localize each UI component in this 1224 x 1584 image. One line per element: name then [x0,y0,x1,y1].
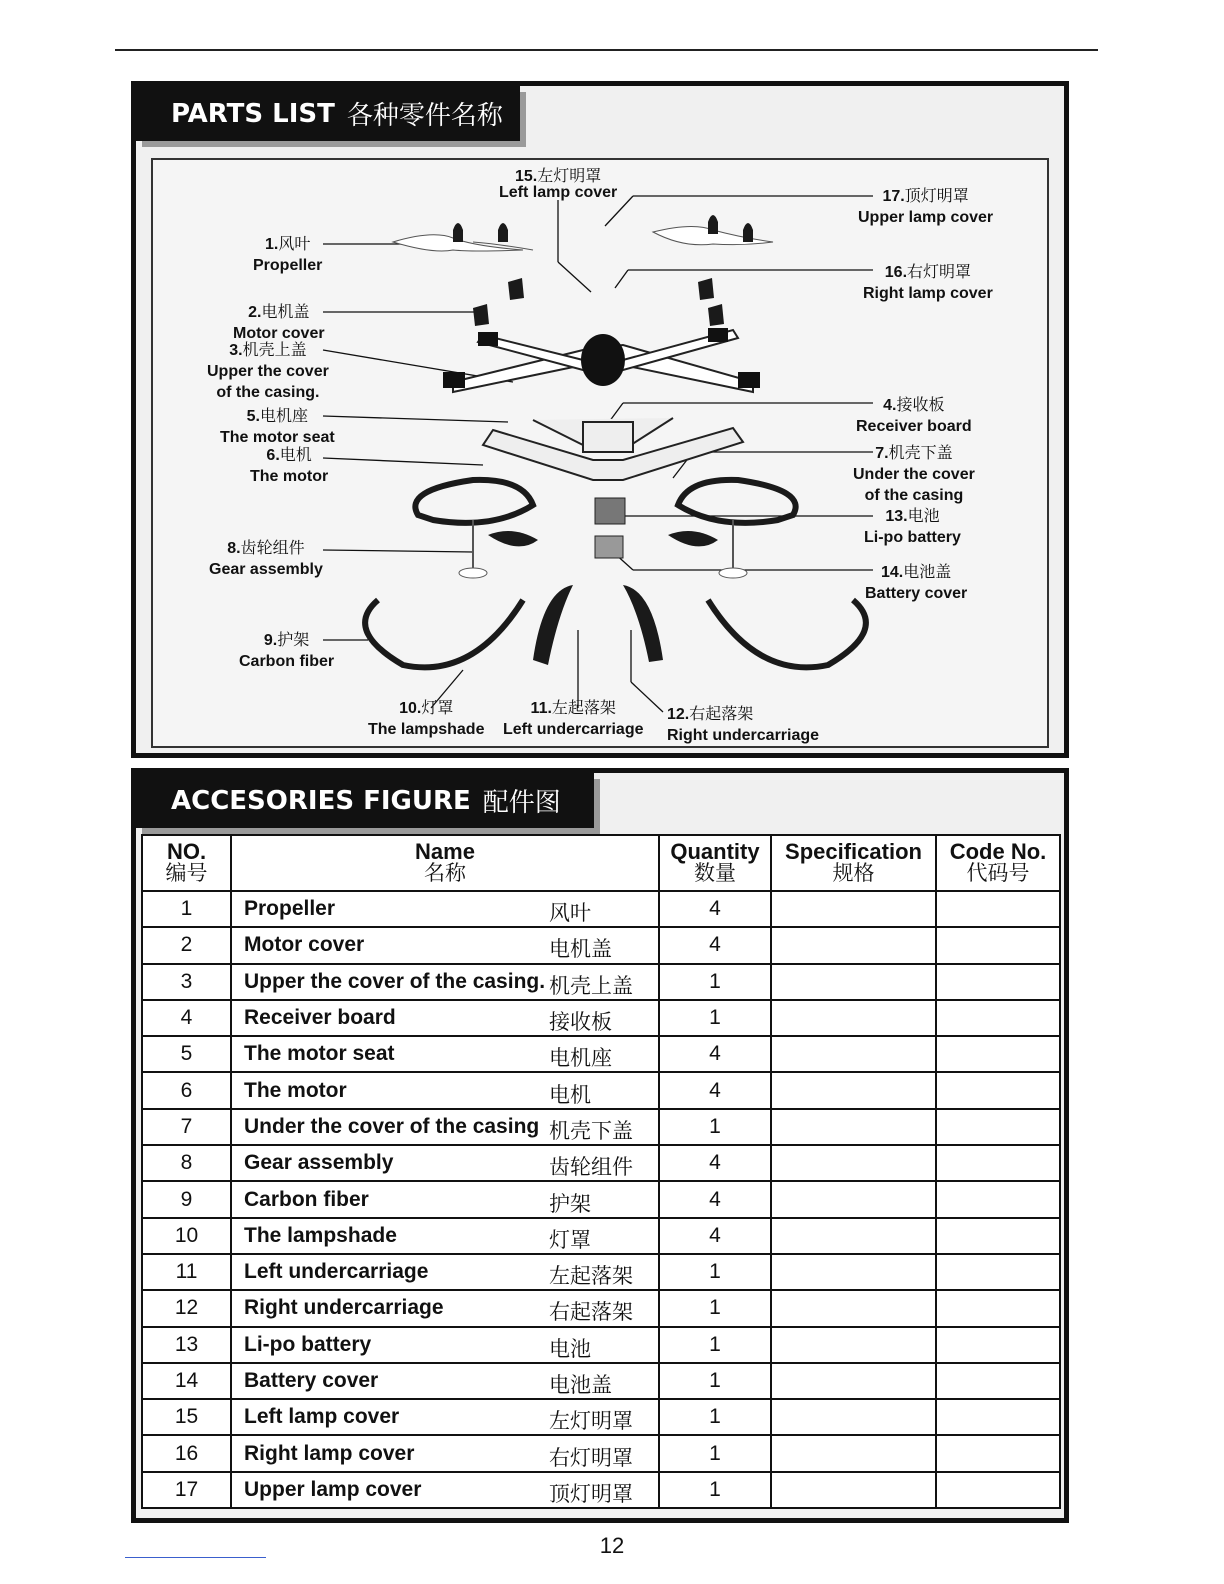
label-lower-casing: 7.机壳下盖 Under the cover of the casing [853,445,975,504]
cell-no: 5 [142,1036,231,1072]
cell-quantity: 4 [659,1218,771,1254]
cell-quantity: 4 [659,891,771,927]
table-row [142,927,1060,963]
cell-code-no [936,1327,1060,1363]
cell-code-no [936,1472,1060,1508]
page-number: 12 [599,1533,625,1558]
cell-name [231,964,659,1000]
cell-no: 12 [142,1290,231,1326]
label-carbon-fiber: 9.护架 Carbon fiber [239,632,335,670]
cell-name-cn: 电机盖 [549,938,612,962]
cell-no: 11 [142,1254,231,1290]
header-quantity: Quantity 数量 [659,835,771,891]
cell-specification [771,1000,936,1036]
cell-code-no [936,1181,1060,1217]
cell-quantity: 4 [659,927,771,963]
table-row [142,1000,1060,1036]
cell-specification [771,964,936,1000]
table-row [142,1181,1060,1217]
cell-name [231,891,659,927]
cell-name-en: Upper the cover of the casing. [244,969,546,993]
cell-name-en: Motor cover [244,933,365,957]
label-receiver-board: 4.接收板 Receiver board [856,397,972,435]
accessories-title: ACCESORIES FIGURE 配件图 [136,773,594,828]
cell-name-cn: 左灯明罩 [549,1410,633,1434]
cell-quantity: 1 [659,1363,771,1399]
cell-name-cn: 齿轮组件 [549,1156,633,1180]
cell-name-cn: 接收板 [549,1011,612,1035]
table-row [142,1290,1060,1326]
cell-name-cn: 护架 [549,1192,591,1216]
cell-code-no [936,1036,1060,1072]
cell-quantity: 1 [659,1000,771,1036]
cell-specification [771,1472,936,1508]
cell-name-cn: 电机座 [549,1047,612,1071]
cell-no: 4 [142,1000,231,1036]
cell-no: 9 [142,1181,231,1217]
cell-specification [771,1109,936,1145]
footer-link-underline [125,1557,266,1558]
cell-specification [771,891,936,927]
cell-specification [771,1363,936,1399]
cell-quantity: 1 [659,1254,771,1290]
cell-name-en: Li-po battery [244,1332,372,1356]
cell-quantity: 4 [659,1145,771,1181]
label-motor: 6.电机 The motor [250,447,329,485]
cell-name-cn: 机壳下盖 [549,1119,633,1143]
label-left-lamp-cover: 15.左灯明罩 Left lamp cover [499,168,618,201]
cell-specification [771,1435,936,1471]
cell-specification [771,1399,936,1435]
cell-quantity: 4 [659,1036,771,1072]
table-header-row [142,835,1060,891]
parts-list-title: PARTS LIST 各种零件名称 [136,86,520,141]
cell-specification [771,1181,936,1217]
table-row [142,1363,1060,1399]
cell-name-cn: 电池 [549,1337,591,1361]
label-gear-assembly: 8.齿轮组件 Gear assembly [209,540,323,578]
cell-name [231,1218,659,1254]
header-rule [115,49,1098,51]
cell-code-no [936,891,1060,927]
cell-specification [771,1290,936,1326]
table-row [142,1072,1060,1108]
exploded-diagram [151,158,1049,748]
cell-name-en: Propeller [244,897,336,921]
cell-name-en: Receiver board [244,1006,396,1030]
cell-name [231,1036,659,1072]
cell-name [231,1000,659,1036]
label-lipo-battery: 13.电池 Li-po battery [864,508,961,546]
cell-no: 14 [142,1363,231,1399]
cell-name [231,927,659,963]
cell-no: 7 [142,1109,231,1145]
cell-name-cn: 电池盖 [549,1374,612,1397]
label-motor-seat: 5.电机座 The motor seat [220,408,335,446]
label-battery-cover: 14.电池盖 Battery cover [865,564,968,602]
cell-name [231,1109,659,1145]
cell-no: 16 [142,1435,231,1471]
cell-code-no [936,1435,1060,1471]
label-upper-lamp-cover: 17.顶灯明罩 Upper lamp cover [858,188,994,226]
cell-name [231,1399,659,1435]
cell-name-en: Left lamp cover [244,1405,400,1429]
cell-name-en: The motor [244,1078,347,1102]
cell-name [231,1145,659,1181]
cell-name [231,1290,659,1326]
cell-name [231,1435,659,1471]
header-code-no: Code No. 代码号 [936,835,1060,891]
table-row [142,1435,1060,1471]
label-upper-casing: 3.机壳上盖 Upper the cover of the casing. [207,342,329,401]
label-right-undercarriage: 12.右起落架 Right undercarriage [667,706,820,744]
cell-name [231,1472,659,1508]
cell-quantity: 1 [659,1472,771,1508]
label-motor-cover: 2.电机盖 Motor cover [233,304,325,342]
table-row [142,1145,1060,1181]
cell-name [231,1254,659,1290]
cell-quantity: 4 [659,1181,771,1217]
parts-list-panel [131,81,1069,758]
cell-no: 3 [142,964,231,1000]
cell-name-en: Carbon fiber [244,1187,369,1211]
cell-code-no [936,1399,1060,1435]
cell-code-no [936,1000,1060,1036]
cell-name-cn: 右起落架 [549,1301,633,1325]
cell-name-en: Left undercarriage [244,1260,429,1284]
cell-code-no [936,1363,1060,1399]
cell-specification [771,927,936,963]
cell-name-en: Under the cover of the casing [244,1114,540,1138]
cell-name [231,1327,659,1363]
cell-name-cn: 左起落架 [549,1265,633,1289]
cell-name-en: The lampshade [244,1223,397,1247]
cell-quantity: 1 [659,1327,771,1363]
table-row [142,1472,1060,1508]
cell-name-cn: 顶灯明罩 [549,1482,633,1506]
cell-name-en: Upper lamp cover [244,1477,422,1501]
cell-no: 13 [142,1327,231,1363]
cell-name-cn: 右灯明罩 [549,1446,633,1470]
cell-specification [771,1072,936,1108]
cell-code-no [936,1072,1060,1108]
cell-name [231,1072,659,1108]
cell-no: 17 [142,1472,231,1508]
label-right-lamp-cover: 16.右灯明罩 Right lamp cover [863,264,993,302]
cell-code-no [936,964,1060,1000]
table-row [142,1218,1060,1254]
cell-quantity: 4 [659,1072,771,1108]
table-row [142,964,1060,1000]
table-row [142,1109,1060,1145]
cell-quantity: 1 [659,1109,771,1145]
cell-no: 15 [142,1399,231,1435]
cell-specification [771,1036,936,1072]
header-specification: Specification 规格 [771,835,936,891]
cell-name-en: Battery cover [244,1369,379,1392]
cell-name [231,1181,659,1217]
cell-specification [771,1218,936,1254]
cell-name-en: Gear assembly [244,1151,394,1175]
header-no: NO. 编号 [142,835,231,891]
cell-name-en: Right lamp cover [244,1441,415,1465]
cell-no: 8 [142,1145,231,1181]
cell-code-no [936,1218,1060,1254]
table-row [142,1036,1060,1072]
cell-no: 6 [142,1072,231,1108]
cell-name-cn: 机壳上盖 [549,974,633,998]
table-row [142,891,1060,927]
cell-quantity: 1 [659,964,771,1000]
cell-name-en: Right undercarriage [244,1296,444,1320]
accessories-table [141,834,1061,1509]
cell-code-no [936,1145,1060,1181]
cell-name-cn: 风叶 [549,902,591,926]
cell-quantity: 1 [659,1435,771,1471]
header-name: Name 名称 [231,835,659,891]
label-left-undercarriage: 11.左起落架 Left undercarriage [503,700,644,738]
cell-no: 2 [142,927,231,963]
cell-code-no [936,927,1060,963]
table-row [142,1254,1060,1290]
cell-specification [771,1327,936,1363]
cell-name-cn: 电机 [549,1083,591,1107]
cell-code-no [936,1290,1060,1326]
cell-code-no [936,1254,1060,1290]
cell-specification [771,1254,936,1290]
cell-name-cn: 灯罩 [549,1228,591,1252]
cell-name [231,1363,659,1399]
cell-quantity: 1 [659,1290,771,1326]
label-propeller: 1.风叶 Propeller [253,236,323,274]
cell-quantity: 1 [659,1399,771,1435]
cell-code-no [936,1109,1060,1145]
table-row [142,1327,1060,1363]
cell-no: 1 [142,891,231,927]
cell-specification [771,1145,936,1181]
label-lampshade: 10.灯罩 The lampshade [368,700,485,738]
cell-name-en: The motor seat [244,1042,395,1066]
accessories-panel [131,768,1069,1523]
table-row [142,1399,1060,1435]
cell-no: 10 [142,1218,231,1254]
